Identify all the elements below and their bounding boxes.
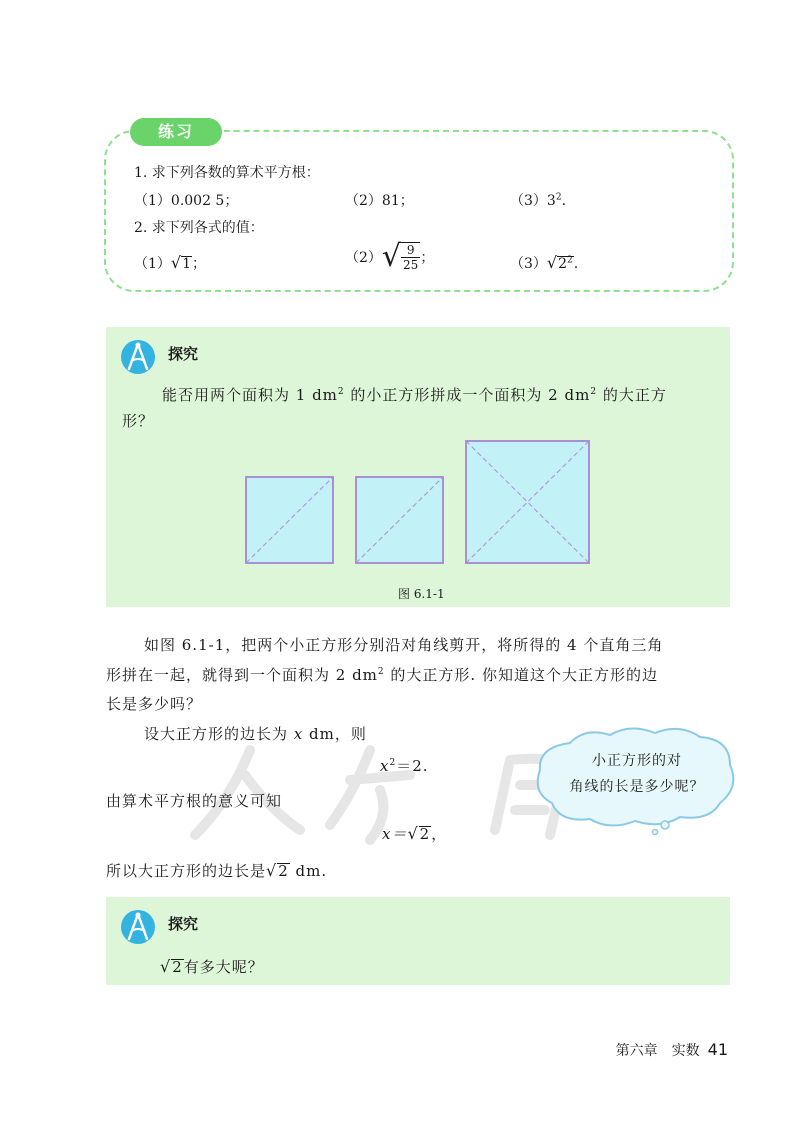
text-part: 的大正方形. 你知道这个大正方形的边	[384, 666, 658, 684]
explore-panel	[106, 897, 730, 985]
q2-b-pre: （2）	[345, 250, 382, 266]
cloud-line: 角线的长是多少呢？	[569, 779, 705, 795]
q-exp: 2	[337, 387, 345, 397]
q-radicand: 2	[172, 958, 183, 976]
q2-a-post: ；	[192, 256, 207, 272]
q2-a-pre: （1）	[134, 256, 171, 272]
q2-b-post: ；	[420, 250, 435, 266]
q1-c-exp: 2	[555, 192, 562, 203]
explore-panel	[106, 327, 730, 607]
text-part: 形拼在一起，就得到一个面积为 2 dm	[106, 666, 378, 684]
q2-b-numerator: 9	[401, 243, 420, 258]
q2-c-pre: （3）	[510, 256, 547, 272]
q2-c-exp: 2	[567, 255, 573, 266]
q-exp: 2	[590, 387, 598, 397]
q1-c-post: .	[561, 193, 567, 209]
text-part: dm，则	[303, 725, 367, 743]
sqrt-symbol: $√2^2$	[546, 253, 573, 272]
eq-radicand: 2	[419, 825, 431, 843]
explore-title: 探究	[168, 345, 199, 363]
compass-icon	[120, 909, 156, 945]
explore-question-line1	[162, 383, 667, 407]
practice-q1: 1. 求下列各数的算术平方根：	[134, 165, 320, 181]
q2-b-denominator: 25	[403, 258, 419, 272]
paragraph-line: 如图 6.1-1，把两个小正方形分别沿对角线剪开，将所得的 4 个直角三角	[144, 636, 664, 654]
explore-title: 探究	[168, 915, 199, 933]
chapter-label: 第六章 实数	[615, 1043, 700, 1059]
practice-q1-c	[510, 190, 566, 210]
paragraph-line	[106, 661, 658, 689]
equation-2	[382, 820, 447, 848]
paragraph-line	[144, 720, 367, 748]
practice-q1-b: （2）81；	[345, 193, 414, 209]
paragraph-line: 长是多少吗？	[106, 695, 203, 713]
sqrt-symbol: √2	[407, 824, 431, 843]
small-square-2	[356, 477, 443, 563]
q2-a-radicand: 1	[182, 256, 192, 272]
eq-exp: 2	[389, 758, 397, 768]
sqrt-symbol: √2	[266, 861, 289, 880]
paragraph-line	[106, 857, 327, 885]
equation-1	[380, 752, 429, 780]
page-footer	[616, 1040, 728, 1060]
practice-q2-b	[345, 239, 435, 274]
eq-rest: ＝2.	[396, 757, 429, 775]
text-exp: 2	[377, 667, 385, 677]
practice-q1-a: （1）0.002 5；	[134, 193, 239, 209]
practice-q2-a	[134, 253, 206, 273]
q-part: 的小正方形拼成一个面积为 2 dm	[344, 386, 591, 404]
q-part: 能否用两个面积为 1 dm	[162, 386, 338, 404]
q2-c-post: .	[573, 256, 579, 272]
explore-question-line2: 形？	[122, 412, 155, 430]
practice-q2-c	[510, 253, 578, 273]
q2-c-base: 2	[558, 256, 568, 272]
practice-tag: 练习	[130, 118, 222, 146]
sqrt-fraction: √ $\frac{9}{25}$	[381, 239, 419, 274]
explore-question	[160, 955, 264, 979]
page-number: 41	[707, 1040, 728, 1059]
q1-c-base: （3）3	[510, 193, 556, 209]
paragraph-line: 由算术平方根的意义可知	[106, 792, 283, 810]
cloud-line: 小正方形的对	[592, 753, 682, 769]
compass-icon	[120, 339, 156, 375]
sqrt-symbol: √2	[160, 957, 183, 976]
eq-post: ，	[431, 825, 448, 843]
text-part: dm.	[289, 862, 328, 880]
eq-lhs: x＝	[382, 825, 408, 843]
small-square-1	[246, 477, 333, 563]
text-radicand: 2	[278, 862, 289, 880]
variable-x: x	[380, 757, 390, 775]
large-square	[466, 441, 589, 563]
text-part: 设大正方形的边长为	[144, 725, 294, 743]
figure-squares	[244, 439, 594, 569]
cloud-text	[562, 748, 712, 800]
q-part: 有多大呢？	[183, 958, 264, 976]
sqrt-symbol: √1	[170, 253, 192, 272]
text-part: 所以大正方形的边长是	[106, 862, 267, 880]
variable-x: x	[293, 725, 304, 743]
q-part: 的大正方	[597, 386, 667, 404]
practice-q2: 2. 求下列各式的值：	[134, 220, 264, 236]
figure-caption: 图 6.1-1	[398, 587, 445, 601]
